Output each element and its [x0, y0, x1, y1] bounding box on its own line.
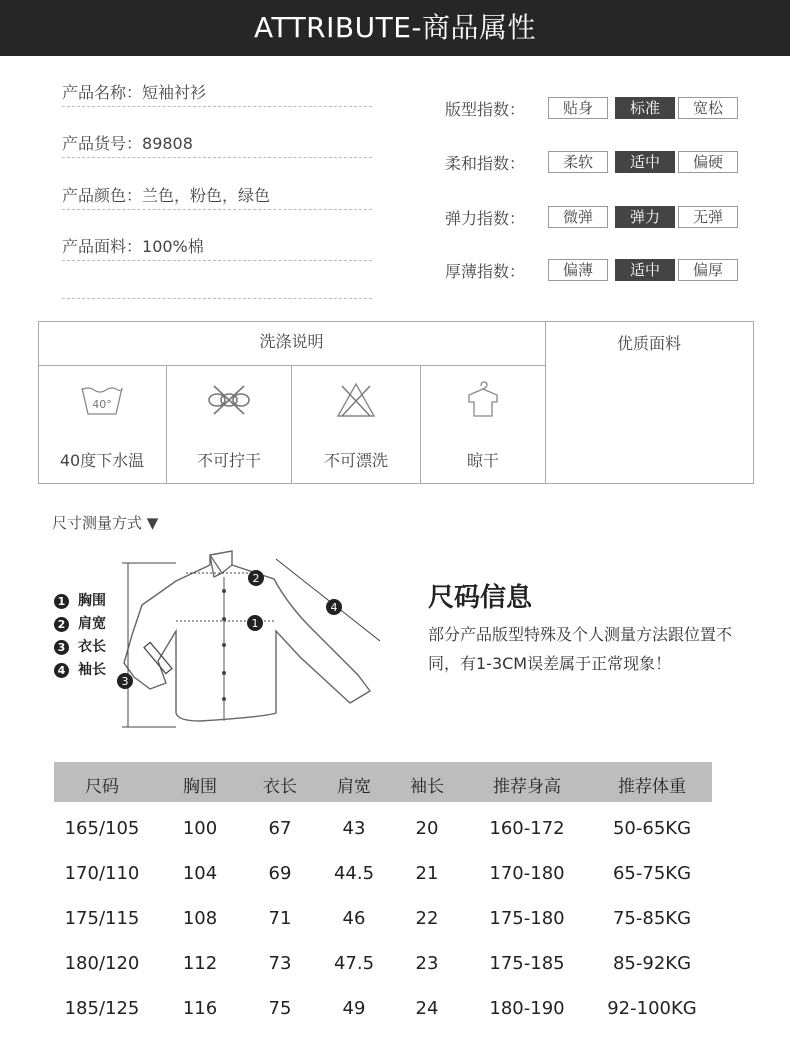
index-option-selected: 弹力: [615, 206, 675, 228]
table-cell: 175-180: [489, 908, 565, 929]
index-option-selected: 标准: [615, 97, 675, 119]
table-header-cell: 推荐身高: [493, 777, 561, 797]
divider: [545, 321, 546, 483]
svg-text:2: 2: [252, 572, 260, 585]
table-cell: 175-185: [489, 953, 565, 974]
table-cell: 170/110: [64, 863, 140, 884]
index-option-selected: 适中: [615, 151, 675, 173]
legend-item: [54, 636, 106, 656]
legend-label: 袖长: [78, 662, 106, 678]
table-cell: 46: [342, 908, 366, 929]
table-cell: 49: [342, 998, 366, 1019]
attr-row-fabric: [62, 234, 372, 261]
table-cell: 24: [415, 998, 439, 1019]
index-option: 无弹: [678, 206, 738, 228]
page-title: ATTRIBUTE-商品属性: [253, 11, 536, 44]
table-cell: 67: [268, 818, 292, 839]
legend-number: 1: [54, 594, 69, 609]
table-cell: 23: [415, 953, 439, 974]
svg-text:1: 1: [251, 617, 259, 630]
table-cell: 20: [415, 818, 439, 839]
index-label-thickness: 厚薄指数：: [445, 262, 526, 281]
attr-label: 产品货号：: [62, 134, 143, 153]
legend-item: [54, 659, 106, 679]
size-info-title: 尺码信息: [428, 583, 533, 613]
index-option: 宽松: [678, 97, 738, 119]
size-info-description: 部分产品版型特殊及个人测量方法跟位置不同，有1-3CM误差属于正常现象！: [428, 625, 733, 673]
table-header-cell: 胸围: [183, 777, 217, 797]
table-cell: 112: [182, 953, 218, 974]
table-cell: 43: [342, 818, 366, 839]
table-cell: 21: [415, 863, 439, 884]
care-item: [421, 366, 545, 482]
legend-number: 3: [54, 640, 69, 655]
index-option: 偏厚: [678, 259, 738, 281]
wash-40-icon: [79, 380, 125, 420]
table-cell: 85-92KG: [612, 953, 692, 974]
index-option: 微弹: [548, 206, 608, 228]
attr-row-sku: [62, 131, 372, 158]
attr-value: 89808: [142, 134, 193, 153]
table-cell: 116: [182, 998, 218, 1019]
index-label-softness: 柔和指数：: [445, 154, 526, 173]
attr-divider: [62, 298, 372, 299]
no-wring-icon: [206, 380, 252, 420]
care-item: [167, 366, 291, 482]
table-header-cell: 推荐体重: [618, 777, 686, 797]
legend-item: [54, 590, 106, 610]
attr-label: 产品颜色：: [62, 186, 143, 205]
care-label: 40度下水温: [59, 451, 145, 470]
legend-number: 2: [54, 617, 69, 632]
care-label: 不可拧干: [196, 451, 261, 470]
hang-dry-icon: [460, 380, 506, 420]
table-cell: 71: [268, 908, 292, 929]
attr-label: 产品名称：: [62, 83, 143, 102]
table-header-cell: 肩宽: [337, 777, 371, 797]
wash-temp-label: 40°: [92, 398, 112, 411]
index-option-selected: 适中: [615, 259, 675, 281]
table-cell: 185/125: [64, 998, 140, 1019]
table-cell: 22: [415, 908, 439, 929]
care-label: 不可漂洗: [323, 451, 388, 470]
care-title: 洗涤说明: [259, 332, 324, 351]
table-cell: 175/115: [64, 908, 140, 929]
table-cell: 100: [182, 818, 218, 839]
table-cell: 50-65KG: [612, 818, 692, 839]
table-cell: 104: [182, 863, 218, 884]
table-cell: 47.5: [333, 953, 375, 974]
table-cell: 165/105: [64, 818, 140, 839]
table-cell: 180-190: [489, 998, 565, 1019]
legend-label: 衣长: [78, 639, 106, 655]
legend-label: 胸围: [78, 593, 106, 609]
care-item: [292, 366, 420, 482]
index-option: 偏薄: [548, 259, 608, 281]
attr-label: 产品面料：: [62, 237, 143, 256]
index-option: 柔软: [548, 151, 608, 173]
attr-row-name: [62, 80, 372, 107]
index-option: 偏硬: [678, 151, 738, 173]
index-option: 贴身: [548, 97, 608, 119]
table-cell: 75-85KG: [612, 908, 692, 929]
table-header-cell: 衣长: [263, 777, 297, 797]
measure-title: 尺寸测量方式 ▼: [52, 514, 159, 532]
table-header-cell: 尺码: [85, 777, 119, 797]
table-cell: 44.5: [333, 863, 375, 884]
table-cell: 65-75KG: [612, 863, 692, 884]
table-header-cell: 袖长: [410, 777, 444, 797]
no-bleach-icon: [333, 380, 379, 420]
table-cell: 73: [268, 953, 292, 974]
attr-row-color: [62, 183, 372, 210]
care-label: 晾干: [466, 451, 499, 470]
table-cell: 75: [268, 998, 292, 1019]
table-cell: 69: [268, 863, 292, 884]
table-cell: 108: [182, 908, 218, 929]
table-cell: 92-100KG: [607, 998, 697, 1019]
index-label-fit: 版型指数：: [445, 100, 526, 119]
attr-value: 100%棉: [142, 237, 204, 256]
legend-item: [54, 613, 106, 633]
attr-value: 短袖衬衫: [142, 83, 207, 102]
legend-label: 肩宽: [78, 616, 106, 632]
attr-value: 兰色，粉色，绿色: [142, 186, 271, 205]
fabric-title: 优质面料: [616, 334, 681, 353]
table-cell: 170-180: [489, 863, 565, 884]
index-label-elasticity: 弹力指数：: [445, 209, 526, 228]
legend-number: 4: [54, 663, 69, 678]
table-cell: 180/120: [64, 953, 140, 974]
svg-text:4: 4: [330, 601, 338, 614]
care-item: [38, 366, 166, 482]
table-cell: 160-172: [489, 818, 565, 839]
svg-text:3: 3: [121, 675, 129, 688]
